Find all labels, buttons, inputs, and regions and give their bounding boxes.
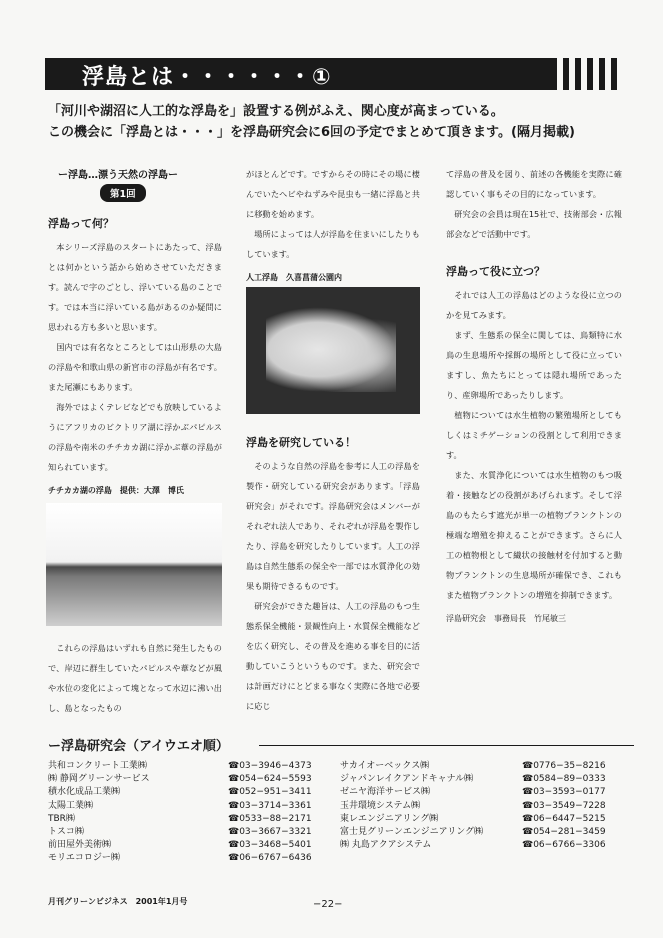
page-number: −22−	[313, 899, 343, 910]
column-1	[48, 206, 222, 505]
column-2-continued	[246, 425, 420, 716]
column-1-continued	[48, 638, 222, 718]
member-name: 玉井環境システム㈱	[340, 800, 421, 811]
paragraph: 国内では有名なところとしては山形県の大島の浮島や和歌山県の新宮市の浮島が有名です。また尾瀬にもあります。	[48, 342, 222, 392]
artificial-island-photo	[246, 287, 420, 414]
member-name: 積水化成品工業㈱	[48, 787, 121, 798]
paragraph: これらの浮島はいずれも自然に発生したもので、岸辺に群生していたパピルスや葦などが風や水位の変化によって塊となって水辺に沸い出し、島となったもの	[48, 643, 222, 713]
member-name: 東レエンジニアリング㈱	[340, 813, 439, 824]
member-tel: ☎0584−89−0333	[522, 774, 606, 785]
member-name: 共和コンクリート工業㈱	[48, 761, 147, 771]
paragraph: 研究会ができた趣旨は、人工の浮島のもつ生態系保全機能・景観性向上・水質保全機能などを広く研究し、その普及を進める事を目的に活動していこうというものです。また、研究会では計画だけにとどまる事なく実際に各地で必要に応じ	[246, 601, 420, 711]
column-3	[446, 164, 622, 633]
intro-line: 「河川や湖沼に人工的な浮島を」設置する例がふえ、関心度が高まっている。	[48, 104, 504, 119]
member-tel: ☎03−3593−0177	[522, 787, 606, 798]
member-names-left	[48, 760, 188, 866]
paragraph: 本シリーズ浮島のスタートにあたって、浮島とは何かという話から始めさせていただきます。読んで字のごとし、浮いている島のことです。では本当に浮いている島があるのか疑問に思われる方も多いと思います。	[48, 242, 222, 332]
member-name: モリエコロジー㈱	[48, 853, 120, 864]
episode-badge: 第1回	[100, 184, 146, 202]
member-tel: ☎03−3549−7228	[522, 800, 606, 811]
page-title: 浮島とは・・・・・・①	[82, 65, 332, 90]
author-signature: 浮島研究会 事務局長 竹尾敏三	[446, 614, 566, 623]
member-name: 前田屋外美術㈱	[48, 840, 112, 851]
island-shape	[266, 307, 396, 392]
member-tel: ☎03−3714−3361	[228, 800, 312, 811]
member-tel: ☎054−624−5593	[228, 774, 312, 785]
member-name: 太陽工業㈱	[48, 800, 94, 811]
intro-text	[48, 101, 628, 143]
member-tel: ☎0776−35−8216	[522, 761, 606, 771]
member-tel: ☎054−281−3459	[522, 826, 606, 837]
paragraph: 場所によっては人が浮島を住まいにしたりもしています。	[246, 229, 420, 259]
member-tel: ☎06−6766−3306	[522, 840, 606, 851]
paragraph: 海外ではよくテレビなどでも放映しているようにアフリカのビクトリア湖に浮かぶパピルスの浮島や南米のチチカカ湖に浮かぶ葦の浮島が知られています。	[48, 402, 222, 472]
member-names-right	[340, 760, 520, 852]
paragraph: 植物については水生植物の繁殖場所としてもしくはミチゲーションの役割として利用できます。	[446, 410, 622, 460]
member-tel: ☎052−951−3411	[228, 787, 312, 798]
paragraph: 研究会の会員は現在15社で、技術部会・広報部会などで活動中です。	[446, 209, 622, 239]
section-heading: 浮島って役に立つ？	[446, 265, 545, 278]
member-name: ジャパンレイクアンドキャナル㈱	[340, 774, 474, 785]
series-subtitle: ー浮島…漂う天然の浮島ー	[58, 170, 178, 181]
members-title: ー浮島研究会（アイウエオ順）	[48, 739, 229, 754]
member-tel: ☎0533−88−2171	[228, 813, 312, 824]
photo-caption: 人工浮島 久喜菖蒲公園内	[246, 273, 342, 282]
member-name: ㈱ 静岡グリーンサービス	[48, 774, 150, 785]
members-divider	[259, 745, 634, 746]
column-2	[246, 164, 420, 292]
member-name: トスコ㈱	[48, 826, 84, 837]
member-name: ゼニヤ海洋サービス㈱	[340, 787, 431, 798]
section-heading: 浮島を研究している！	[246, 436, 356, 449]
magazine-footer: 月刊グリーンビジネス 2001年1月号	[48, 897, 188, 906]
member-tel: ☎06−6447−5215	[522, 813, 606, 824]
photo-caption: チチカカ湖の浮島 提供：大澤 博氏	[48, 486, 184, 495]
titicaca-photo	[46, 503, 222, 626]
section-heading: 浮島って何？	[48, 217, 114, 230]
paragraph: また、水質浄化については水生植物のもつ吸着・接触などの役割があげられます。そして浮島のもたらす遮光が単一の植物プランクトンの極端な増殖を抑えることができます。さらに人工の植物根として繊状の接触材を付加すると動物プランクトンの生息場所が確保でき、これもまた植物プランクトンの増殖を抑制できます。	[446, 470, 622, 600]
member-tel: ☎03−3946−4373	[228, 761, 312, 771]
member-name: TBR㈱	[48, 813, 75, 824]
member-tel: ☎06−6767−6436	[228, 853, 312, 864]
member-tel: ☎03−3468−5401	[228, 840, 312, 851]
paragraph: まず、生態系の保全に関しては、鳥類特に水鳥の生息場所や採餌の場所として役に立っていますし、魚たちにとっては隠れ場所であったり、産卵場所であったりします。	[446, 330, 622, 400]
paragraph: それでは人工の浮島はどのような役に立つのかを見てみます。	[446, 290, 622, 320]
member-tel: ☎03−3667−3321	[228, 826, 312, 837]
member-tels-left	[228, 760, 328, 866]
paragraph: て浮島の普及を図り、前述の各機能を実際に確認していく事もその目的になっています。	[446, 169, 622, 199]
member-tels-right	[522, 760, 632, 852]
member-name: サカイオーベックス㈱	[340, 761, 430, 771]
banner-stripes	[551, 58, 623, 90]
member-name: ㈱ 丸島アクアシステム	[340, 840, 432, 851]
paragraph: がほとんどです。ですからその時にその場に棲んでいたヘビやねずみや昆虫も一緒に浮島と共に移動を始めます。	[246, 169, 420, 219]
paragraph: そのような自然の浮島を参考に人工の浮島を製作・研究している研究会があります。「浮島研究会」がそれです。浮島研究会はメンバーがそれぞれ法人であり、それぞれが浮島を製作したり、浮島を研究したりしています。人工の浮島は自然生態系の保全や一部では水質浄化の効果も期待できるものです。	[246, 461, 420, 591]
member-name: 富士見グリーンエンジニアリング㈱	[340, 826, 484, 837]
intro-line: この機会に「浮島とは・・・」を浮島研究会に6回の予定でまとめて頂きます。(隔月掲載)	[48, 125, 575, 140]
